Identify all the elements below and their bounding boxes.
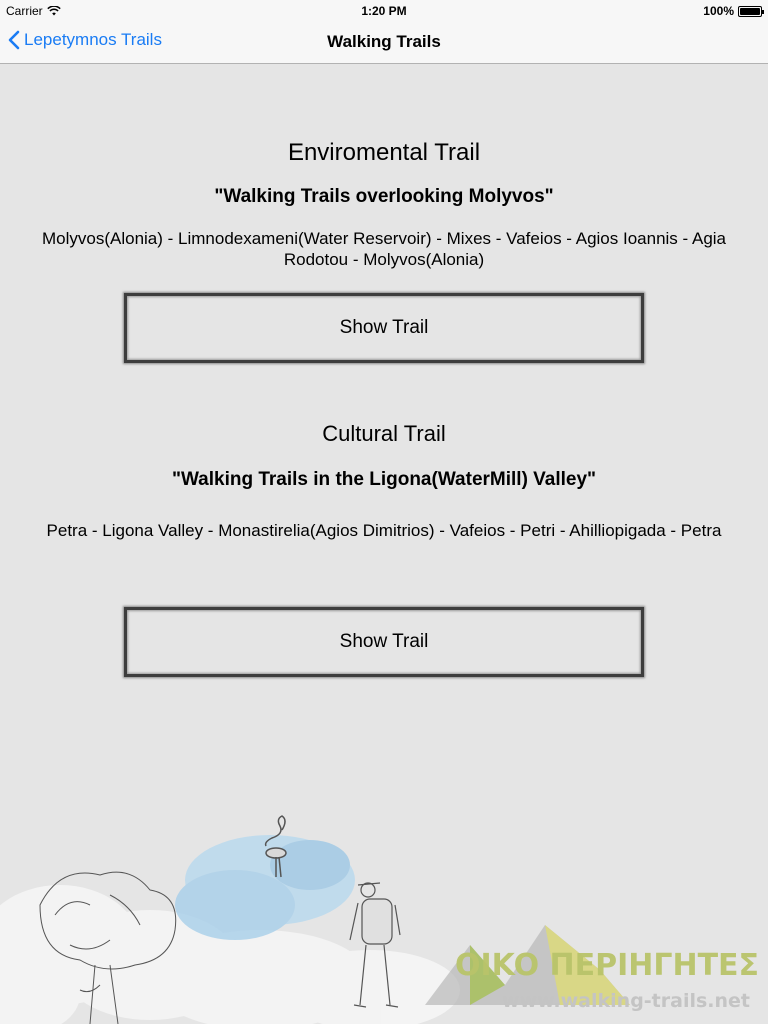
trail-route: Molyvos(Alonia) - Limnodexameni(Water Reservoir) - Mixes - Vafeios - Agios Ioannis - Agia Rodotou - Molyvos(Alonia) [41, 229, 727, 269]
trail-title: Cultural Trail [322, 421, 446, 446]
battery-indicator [703, 4, 762, 18]
trail-title: Enviromental Trail [287, 139, 481, 166]
status-time: 1:20 PM [361, 4, 407, 18]
watercolor-splash [175, 835, 355, 940]
page-title: Walking Trails [327, 32, 441, 51]
battery-icon [738, 6, 762, 17]
svg-text:OIKO ΠΕΡΙΗΓΗΤΕΣ: OIKO ΠΕΡΙΗΓΗΤΕΣ [455, 948, 760, 983]
show-trail-button[interactable]: Show Trail [124, 293, 644, 363]
trail-subtitle: "Walking Trails overlooking Molyvos" [214, 186, 554, 207]
carrier-label: Carrier [6, 4, 43, 18]
trail-subtitle: "Walking Trails in the Ligona(WaterMill) Valley" [171, 469, 597, 490]
footer-illustration [0, 795, 768, 1024]
back-button-label: Lepetymnos Trails [24, 30, 162, 49]
trail-route: Petra - Ligona Valley - Monastirelia(Agios Dimitrios) - Vafeios - Petri - Ahilliopigada - Petra [46, 521, 722, 540]
website-url: www.walking-trails.net [501, 990, 750, 1012]
status-bar [0, 0, 768, 20]
battery-percent: 100% [703, 4, 734, 18]
trail-list [0, 65, 768, 1024]
show-trail-button[interactable]: Show Trail [124, 607, 644, 677]
navigation-bar [0, 20, 768, 64]
